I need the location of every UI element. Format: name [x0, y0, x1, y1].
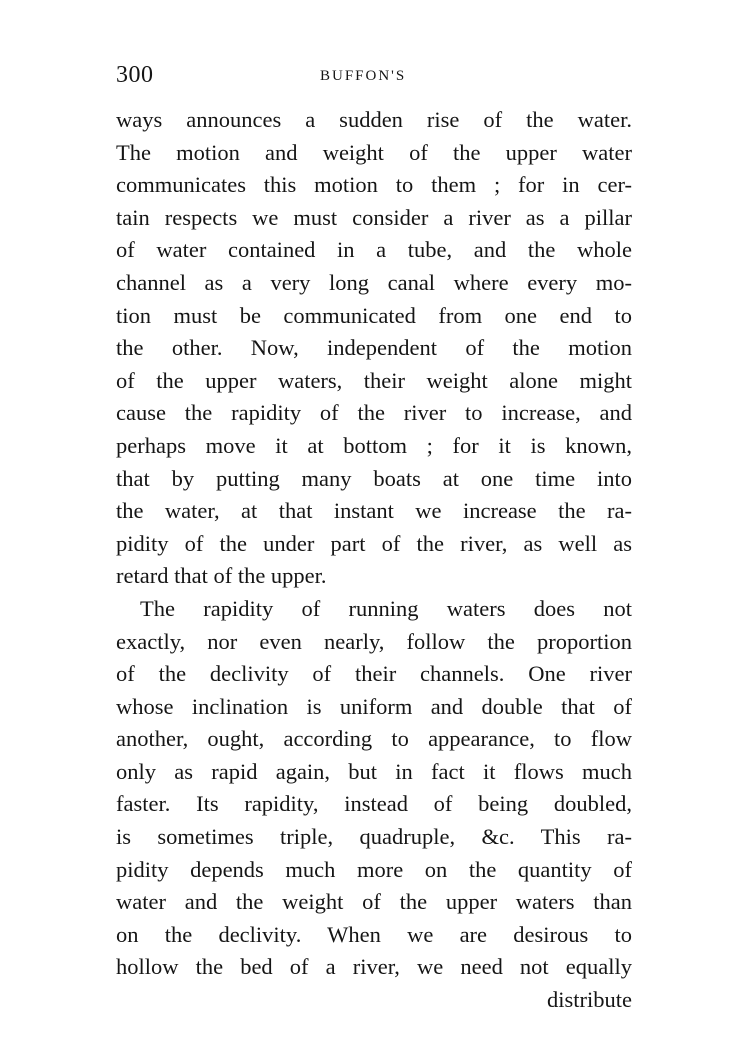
text-line: is sometimes triple, quadruple, &c. This ra-: [116, 824, 632, 850]
text-line: pidity of the under part of the river, as well as: [116, 530, 632, 556]
text-line: pidity depends much more on the quantity of: [116, 856, 632, 882]
text-line: channel as a very long canal where every mo-: [116, 269, 632, 295]
text-line: of water contained in a tube, and the whole: [116, 237, 632, 263]
text-line: of the upper waters, their weight alone might: [116, 367, 632, 393]
text-line: faster. Its rapidity, instead of being doubled,: [116, 791, 632, 817]
text-line: perhaps move it at bottom ; for it is known,: [116, 432, 632, 458]
text-line: hollow the bed of a river, we need not equally: [116, 954, 632, 980]
text-line: that by putting many boats at one time into: [116, 465, 632, 491]
running-head: BUFFON'S: [320, 68, 407, 84]
text-line: another, ought, according to appearance, to flow: [116, 726, 632, 752]
text-line: whose inclination is uniform and double that of: [116, 693, 632, 719]
text-line: exactly, nor even nearly, follow the proportion: [116, 628, 632, 654]
text-line: the other. Now, independent of the motion: [116, 335, 632, 361]
text-line: only as rapid again, but in fact it flows much: [116, 758, 632, 784]
text-line: on the declivity. When we are desirous to: [116, 921, 632, 947]
page-header: [116, 62, 636, 92]
text-line: of the declivity of their channels. One river: [116, 661, 632, 687]
text-line: water and the weight of the upper waters than: [116, 889, 632, 915]
text-line: tion must be communicated from one end to: [116, 302, 632, 328]
paragraph-start-line: The rapidity of running waters does not: [140, 595, 632, 621]
text-line: cause the rapidity of the river to increase, and: [116, 400, 632, 426]
catchword: distribute: [547, 987, 632, 1013]
paragraph-end-line: retard that of the upper.: [116, 563, 327, 589]
text-line: The motion and weight of the upper water: [116, 139, 632, 165]
body-text: [116, 104, 632, 1017]
text-line: tain respects we must consider a river as a pillar: [116, 204, 632, 230]
text-line: the water, at that instant we increase the ra-: [116, 498, 632, 524]
text-line: ways announces a sudden rise of the water.: [116, 107, 632, 132]
page-number: 300: [116, 62, 154, 88]
text-line: communicates this motion to them ; for in cer-: [116, 172, 632, 198]
